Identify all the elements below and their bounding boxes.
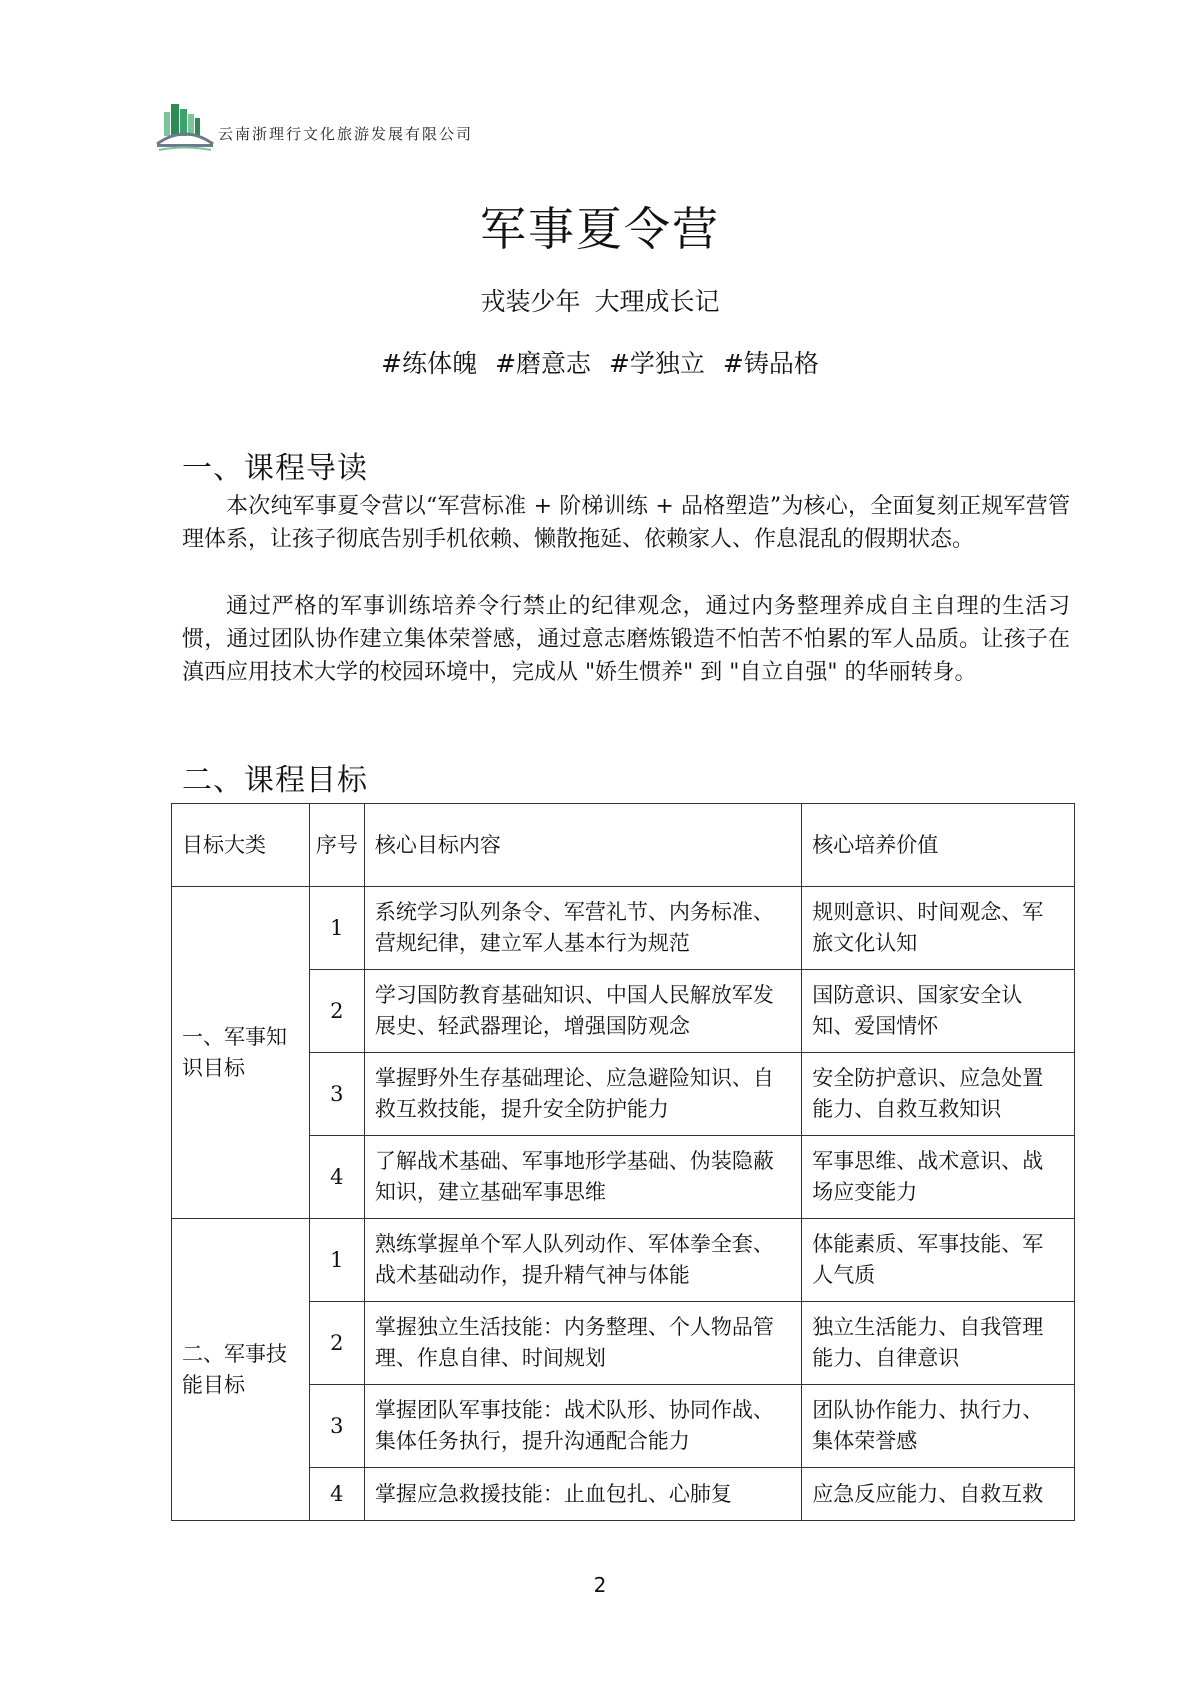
intro-paragraph: 通过严格的军事训练培养令行禁止的纪律观念，通过内务整理养成自主自理的生活习惯，通过团队协作建立集体荣誉感，通过意志磨炼锻造不怕苦不怕累的军人品质。让孩子在滇西应用技术大学的校园环境中，完成从 "娇生惯养" 到 "自立自强" 的华丽转身。 bbox=[182, 594, 1070, 685]
tag: #练体魄 bbox=[381, 349, 478, 378]
column-header: 序号 bbox=[309, 804, 364, 887]
page-title: 军事夏令营 bbox=[480, 202, 720, 256]
content-cell: 掌握团队军事技能：战术队形、协同作战、集体任务执行，提升沟通配合能力 bbox=[364, 1385, 801, 1468]
section-heading-intro: 一、课程导读 bbox=[182, 451, 368, 486]
content-cell: 了解战术基础、军事地形学基础、伪装隐蔽知识，建立基础军事思维 bbox=[364, 1136, 801, 1219]
category-cell: 二、军事技能目标 bbox=[172, 1219, 310, 1521]
tag: #磨意志 bbox=[495, 349, 592, 378]
seq-cell: 4 bbox=[309, 1136, 364, 1219]
seq-cell: 1 bbox=[309, 1219, 364, 1302]
value-cell: 团队协作能力、执行力、集体荣誉感 bbox=[802, 1385, 1075, 1468]
value-cell: 体能素质、军事技能、军人气质 bbox=[802, 1219, 1075, 1302]
content-cell: 掌握野外生存基础理论、应急避险知识、自救互救技能，提升安全防护能力 bbox=[364, 1053, 801, 1136]
column-header: 目标大类 bbox=[172, 804, 310, 887]
tag: #铸品格 bbox=[722, 349, 819, 378]
table-row bbox=[172, 1219, 1075, 1302]
table-row bbox=[172, 887, 1075, 970]
value-cell: 军事思维、战术意识、战场应变能力 bbox=[802, 1136, 1075, 1219]
column-header: 核心培养价值 bbox=[802, 804, 1075, 887]
subtitle-part: 大理成长记 bbox=[594, 287, 720, 316]
intro-paragraph: 本次纯军事夏令营以“军营标准 + 阶梯训练 + 品格塑造”为核心，全面复刻正规军营管理体系，让孩子彻底告别手机依赖、懒散拖延、依赖家人、作息混乱的假期状态。 bbox=[182, 494, 1070, 552]
content-cell: 掌握独立生活技能：内务整理、个人物品管理、作息自律、时间规划 bbox=[364, 1302, 801, 1385]
content-cell: 学习国防教育基础知识、中国人民解放军发展史、轻武器理论，增强国防观念 bbox=[364, 970, 801, 1053]
goals-table bbox=[171, 803, 1075, 1521]
value-cell: 独立生活能力、自我管理能力、自律意识 bbox=[802, 1302, 1075, 1385]
seq-cell: 3 bbox=[309, 1385, 364, 1468]
content-cell: 掌握应急救援技能：止血包扎、心肺复 bbox=[364, 1468, 801, 1521]
seq-cell: 4 bbox=[309, 1468, 364, 1521]
tag-line bbox=[0, 344, 1200, 380]
value-cell: 应急反应能力、自救互救 bbox=[802, 1468, 1075, 1521]
table-header-row bbox=[172, 804, 1075, 887]
seq-cell: 2 bbox=[309, 970, 364, 1053]
seq-cell: 1 bbox=[309, 887, 364, 970]
content-cell: 系统学习队列条令、军营礼节、内务标准、营规纪律，建立军人基本行为规范 bbox=[364, 887, 801, 970]
category-cell: 一、军事知识目标 bbox=[172, 887, 310, 1219]
page-number: 2 bbox=[593, 1573, 607, 1597]
section-heading-goals: 二、课程目标 bbox=[182, 763, 368, 798]
subtitle bbox=[0, 282, 1200, 318]
value-cell: 国防意识、国家安全认知、爱国情怀 bbox=[802, 970, 1075, 1053]
value-cell: 规则意识、时间观念、军旅文化认知 bbox=[802, 887, 1075, 970]
company-logo-icon bbox=[155, 100, 215, 155]
subtitle-part: 戎装少年 bbox=[480, 287, 581, 316]
column-header: 核心目标内容 bbox=[364, 804, 801, 887]
value-cell: 安全防护意识、应急处置能力、自救互救知识 bbox=[802, 1053, 1075, 1136]
seq-cell: 2 bbox=[309, 1302, 364, 1385]
content-cell: 熟练掌握单个军人队列动作、军体拳全套、战术基础动作，提升精气神与体能 bbox=[364, 1219, 801, 1302]
company-name: 云南浙理行文化旅游发展有限公司 bbox=[218, 125, 474, 143]
tag: #学独立 bbox=[608, 349, 705, 378]
seq-cell: 3 bbox=[309, 1053, 364, 1136]
